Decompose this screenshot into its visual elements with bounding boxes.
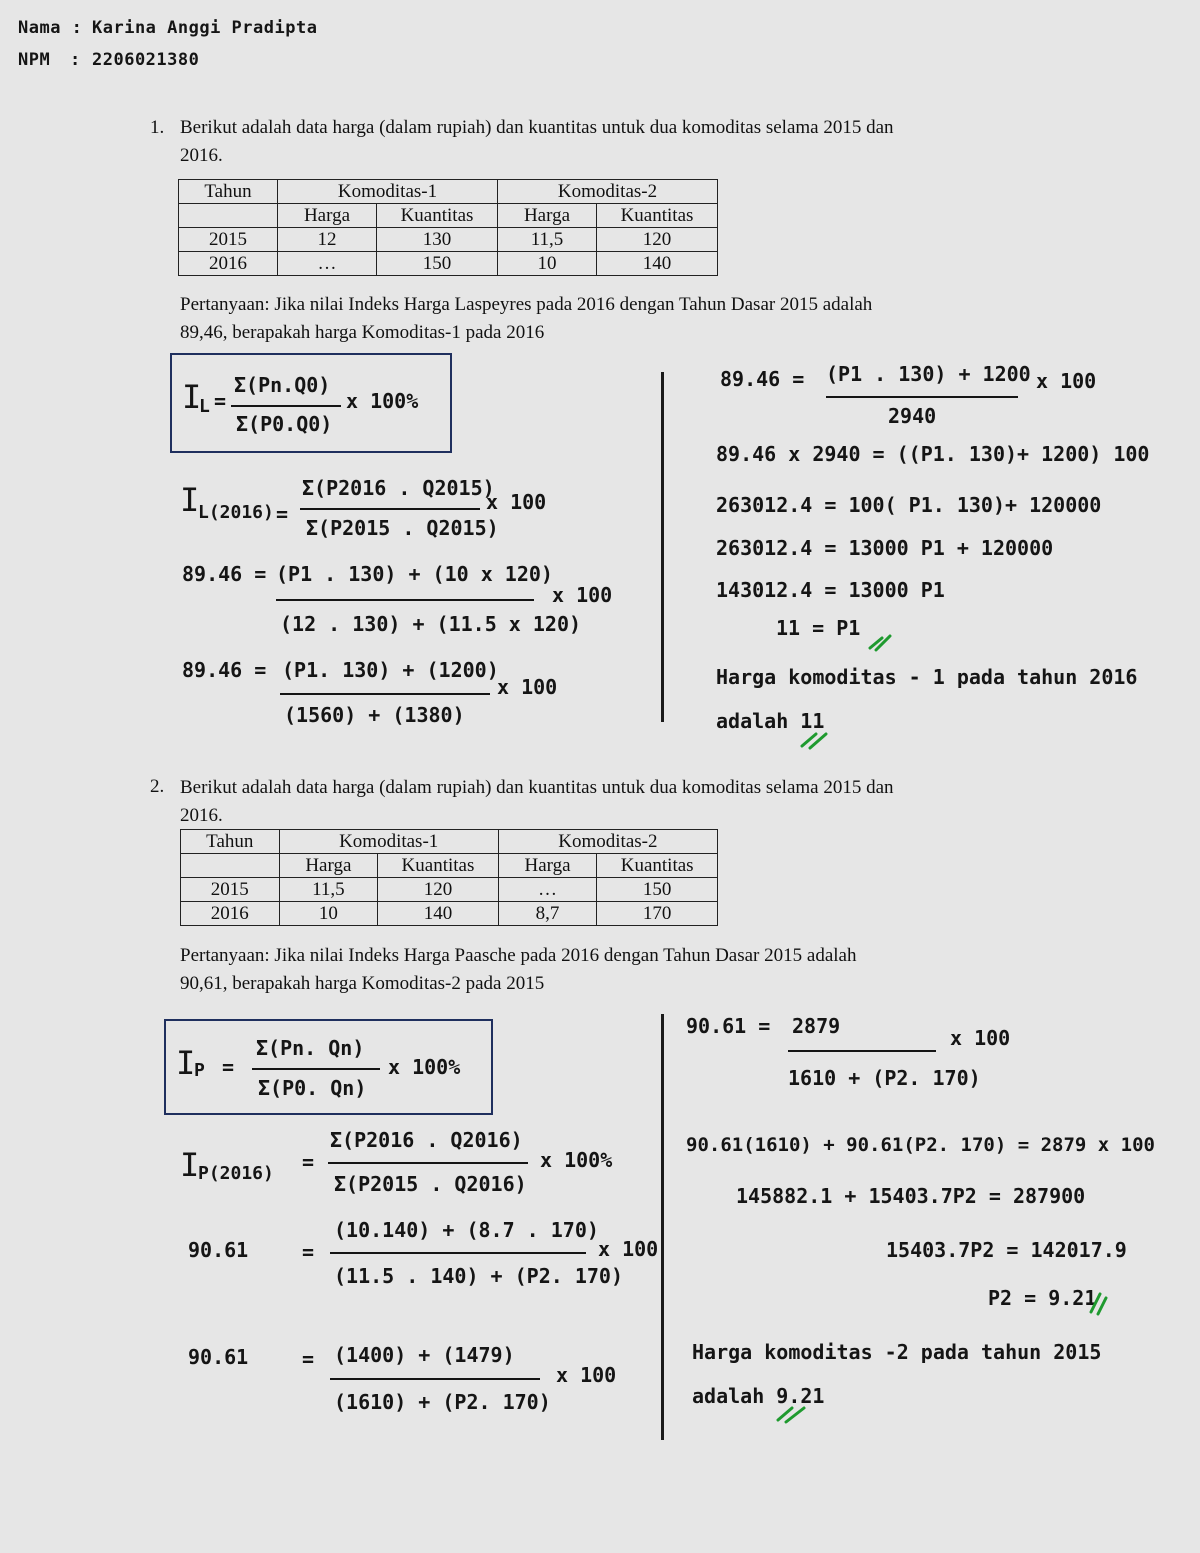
q1-l3-fraction-line xyxy=(280,693,490,695)
q1-formula-mult: x 100% xyxy=(346,389,419,413)
q1-th-komoditas2: Komoditas-2 xyxy=(498,180,718,204)
q1-answer-line2: adalah 11 xyxy=(716,709,825,733)
q2-r5: P2 = 9.21 xyxy=(988,1286,1097,1310)
name-label: Nama : xyxy=(18,18,83,38)
q1-l1-sub: L(2016) xyxy=(198,502,274,523)
q1-r1-lhs: 89.46 = xyxy=(720,367,805,391)
q2-r1-den: 1610 + (P2. 170) xyxy=(788,1066,981,1090)
q2-l2-den: (11.5 . 140) + (P2. 170) xyxy=(334,1264,623,1288)
table-cell: 11,5 xyxy=(498,228,597,252)
q1-l1-lhs: I xyxy=(180,481,200,519)
q1-formula-eq: = xyxy=(214,389,227,413)
table-cell: 120 xyxy=(378,878,499,902)
q2-th-tahun: Tahun xyxy=(181,830,280,854)
table-cell: 2015 xyxy=(179,228,278,252)
q1-r1-mult: x 100 xyxy=(1036,369,1097,393)
q1-l1-mult: x 100 xyxy=(486,490,547,514)
q1-r3: 263012.4 = 100( P1. 130)+ 120000 xyxy=(716,493,1102,517)
q1-l1-num: Σ(P2016 . Q2015) xyxy=(302,476,495,500)
q1-th-komoditas1: Komoditas-1 xyxy=(278,180,498,204)
q1-r1-den: 2940 xyxy=(888,404,937,428)
q2-l3-mult: x 100 xyxy=(556,1363,617,1387)
q2-answer-line1: Harga komoditas -2 pada tahun 2015 xyxy=(692,1340,1102,1364)
q2-r1-num: 2879 xyxy=(792,1014,841,1038)
q2-text: Berikut adalah data harga (dalam rupiah) dan kuantitas untuk dua komoditas selama 2015 dan 2016. xyxy=(180,777,894,826)
q1-r1-fraction-line xyxy=(826,396,1018,398)
table-row xyxy=(179,252,718,276)
table-cell: 12 xyxy=(278,228,377,252)
q2-th-harga2: Harga xyxy=(498,854,597,878)
q2-l3-eq: = xyxy=(302,1347,315,1371)
q1-l2-mult: x 100 xyxy=(552,583,613,607)
q1-l3-den: (1560) + (1380) xyxy=(284,703,465,727)
q2-l1-num: Σ(P2016 . Q2016) xyxy=(330,1128,523,1152)
check-mark-icon xyxy=(868,632,894,652)
q1-divider xyxy=(661,372,664,722)
q2-r1-fraction-line xyxy=(788,1050,936,1052)
student-name: Karina Anggi Pradipta xyxy=(92,18,318,38)
q1-r5: 143012.4 = 13000 P1 xyxy=(716,578,945,602)
q1-l2-lhs: 89.46 = xyxy=(182,562,267,586)
q2-l2-num: (10.140) + (8.7 . 170) xyxy=(334,1218,599,1242)
q2-th-komoditas1: Komoditas-1 xyxy=(279,830,498,854)
q1-th-kuantitas1: Kuantitas xyxy=(377,204,498,228)
check-mark-icon xyxy=(1088,1290,1110,1316)
q1-l2-num: (P1 . 130) + (10 x 120) xyxy=(276,562,553,586)
q1-number: 1. xyxy=(150,117,165,138)
q1-l1-fraction-line xyxy=(300,508,480,510)
table-cell: 11,5 xyxy=(279,878,378,902)
npm-label: NPM xyxy=(18,50,51,70)
q2-l1-den: Σ(P2015 . Q2016) xyxy=(334,1172,527,1196)
q2-l2-fraction-line xyxy=(330,1252,586,1254)
q1-formula-num: Σ(Pn.Q0) xyxy=(234,373,331,397)
q2-l3-fraction-line xyxy=(330,1378,540,1380)
q1-l2-den: (12 . 130) + (11.5 x 120) xyxy=(280,612,582,636)
table-cell: 170 xyxy=(597,902,718,926)
q2-formula-mult: x 100% xyxy=(388,1055,461,1079)
q1-question: Pertanyaan: Jika nilai Indeks Harga Laspeyres pada 2016 dengan Tahun Dasar 2015 adalah 89,46, berapakah harga Komoditas-1 pada 2016 xyxy=(180,294,873,343)
q2-l3-lhs: 90.61 xyxy=(188,1345,249,1369)
table-cell: 150 xyxy=(377,252,498,276)
q2-formula-lhs-sub: P xyxy=(194,1060,205,1081)
q1-l3-num: (P1. 130) + (1200) xyxy=(282,658,499,682)
q2-th-kuantitas1: Kuantitas xyxy=(378,854,499,878)
q1-text: Berikut adalah data harga (dalam rupiah) dan kuantitas untuk dua komoditas selama 2015 dan 2016. xyxy=(180,117,894,166)
table-row xyxy=(179,228,718,252)
q1-formula-lhs: I xyxy=(182,378,202,416)
q2-l1-fraction-line xyxy=(328,1162,528,1164)
q2-r1-lhs: 90.61 = xyxy=(686,1014,771,1038)
table-cell: 10 xyxy=(498,252,597,276)
q1-l3-lhs: 89.46 = xyxy=(182,658,267,682)
q2-l1-mult: x 100% xyxy=(540,1148,613,1172)
npm-separator: : xyxy=(70,50,81,70)
table-row xyxy=(181,902,718,926)
q2-r4: 15403.7P2 = 142017.9 xyxy=(886,1238,1127,1262)
table-cell: 130 xyxy=(377,228,498,252)
q2-l3-den: (1610) + (P2. 170) xyxy=(334,1390,551,1414)
q2-answer-line2: adalah 9.21 xyxy=(692,1384,825,1408)
table-cell: 8,7 xyxy=(498,902,597,926)
table-cell: … xyxy=(498,878,597,902)
table-cell: 120 xyxy=(597,228,718,252)
q2-l1-eq: = xyxy=(302,1150,315,1174)
q2-formula-lhs: I xyxy=(176,1044,196,1082)
table-cell: 150 xyxy=(597,878,718,902)
q1-r1-num: (P1 . 130) + 1200 xyxy=(826,362,1031,386)
q1-r4: 263012.4 = 13000 P1 + 120000 xyxy=(716,536,1054,560)
check-mark-icon xyxy=(800,728,830,750)
student-npm: 2206021380 xyxy=(92,50,200,70)
table-cell: 2016 xyxy=(181,902,280,926)
q2-l1-lhs: I xyxy=(180,1146,200,1184)
q2-formula-den: Σ(P0. Qn) xyxy=(258,1076,367,1100)
q2-number: 2. xyxy=(150,776,165,797)
q2-th-harga1: Harga xyxy=(279,854,378,878)
q2-th-kuantitas2: Kuantitas xyxy=(597,854,718,878)
check-mark-icon xyxy=(776,1402,808,1424)
q2-l2-lhs: 90.61 xyxy=(188,1238,249,1262)
q1-formula-den: Σ(P0.Q0) xyxy=(236,412,333,436)
q2-l1-sub: P(2016) xyxy=(198,1163,274,1184)
q1-th-empty xyxy=(179,204,278,228)
q2-question: Pertanyaan: Jika nilai Indeks Harga Paasche pada 2016 dengan Tahun Dasar 2015 adalah 90,61, berapakah harga Komoditas-2 pada 2015 xyxy=(180,945,857,994)
q2-data-table xyxy=(180,829,718,926)
q1-l1-den: Σ(P2015 . Q2015) xyxy=(306,516,499,540)
q1-l3-mult: x 100 xyxy=(497,675,558,699)
table-cell: 140 xyxy=(378,902,499,926)
q2-l2-mult: x 100 xyxy=(598,1237,659,1261)
table-cell: … xyxy=(278,252,377,276)
q1-th-harga1: Harga xyxy=(278,204,377,228)
q1-answer-line1: Harga komoditas - 1 pada tahun 2016 xyxy=(716,665,1138,689)
q1-r2: 89.46 x 2940 = ((P1. 130)+ 1200) 100 xyxy=(716,442,1150,466)
q2-th-komoditas2: Komoditas-2 xyxy=(498,830,717,854)
table-cell: 2016 xyxy=(179,252,278,276)
q2-r3: 145882.1 + 15403.7P2 = 287900 xyxy=(736,1184,1086,1208)
q1-formula-lhs-sub: L xyxy=(199,396,210,417)
q1-th-kuantitas2: Kuantitas xyxy=(597,204,718,228)
q2-r1-mult: x 100 xyxy=(950,1026,1011,1050)
q2-l2-eq: = xyxy=(302,1240,315,1264)
table-cell: 2015 xyxy=(181,878,280,902)
q2-l3-num: (1400) + (1479) xyxy=(334,1343,515,1367)
table-cell: 10 xyxy=(279,902,378,926)
q1-th-tahun: Tahun xyxy=(179,180,278,204)
q1-l2-fraction-line xyxy=(276,599,534,601)
q2-th-empty xyxy=(181,854,280,878)
table-cell: 140 xyxy=(597,252,718,276)
q2-formula-eq: = xyxy=(222,1055,235,1079)
q2-r2: 90.61(1610) + 90.61(P2. 170) = 2879 x 100 xyxy=(686,1134,1155,1156)
q1-l1-eq: = xyxy=(276,502,289,526)
q2-divider xyxy=(661,1014,664,1440)
q1-data-table xyxy=(178,179,718,276)
q1-th-harga2: Harga xyxy=(498,204,597,228)
q1-r6: 11 = P1 xyxy=(776,616,861,640)
table-row xyxy=(181,878,718,902)
q2-formula-fraction-line xyxy=(252,1068,380,1070)
q2-formula-num: Σ(Pn. Qn) xyxy=(256,1036,365,1060)
q1-formula-fraction-line xyxy=(231,405,341,407)
